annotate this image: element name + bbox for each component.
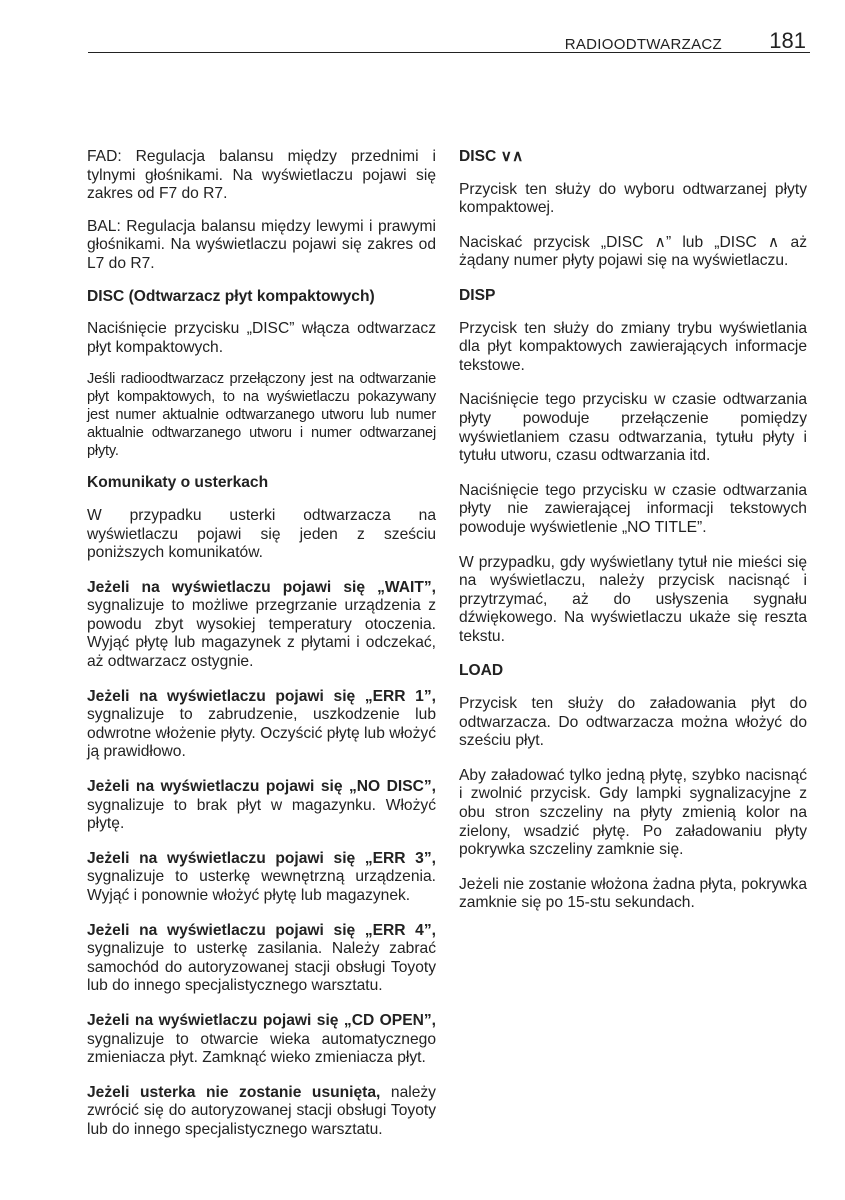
- page-number: 181: [769, 28, 806, 53]
- error-err3-label: Jeżeli na wyświetlaczu pojawi się „ERR 3”,: [87, 849, 436, 867]
- load-paragraph-3: Jeżeli nie zostanie włożona żadna płyta, pokrywka zamknie się po 15-stu sekundach.: [459, 875, 807, 912]
- error-wait-label: Jeżeli na wyświetlaczu pojawi się „WAIT”,: [87, 578, 436, 596]
- disc-info-paragraph: Jeśli radioodtwarzacz przełączony jest na odtwarzanie płyt kompaktowych, to na wyświetlaczu pokazywany jest numer aktualnie odtwarzanego utworu lub numer aktualnie odtwarzanego utworu i numer odtwarzanej płyty.: [87, 371, 436, 459]
- error-wait: [87, 579, 436, 672]
- disc-button-heading: DISC ∨∧: [459, 148, 524, 165]
- disp-heading: DISP: [459, 286, 496, 304]
- error-err1-text: sygnalizuje to zabrudzenie, uszkodzenie lub odwrotne włożenie płyty. Oczyścić płytę lub włożyć ją prawidłowo.: [87, 706, 436, 761]
- load-paragraph-1: Przycisk ten służy do załadowania płyt do odtwarzacza. Do odtwarzacza można włożyć do sześciu płyt.: [459, 695, 807, 750]
- section-title: RADIOODTWARZACZ: [564, 36, 722, 53]
- disp-paragraph-2: Naciśnięcie tego przycisku w czasie odtwarzania płyty powoduje przełączenie pomiędzy wyświetlaniem czasu odtwarzania, tytułu płyty i tytułu utworu, czasu odtwarzania itd.: [459, 391, 807, 465]
- error-err1-label: Jeżeli na wyświetlaczu pojawi się „ERR 1”,: [87, 687, 436, 705]
- disp-paragraph-3: Naciśnięcie tego przycisku w czasie odtwarzania płyty nie zawierającej informacji tekstowych powoduje wyświetlenie „NO TITLE”.: [459, 481, 807, 536]
- error-final: [87, 1084, 436, 1140]
- error-cdopen: [87, 1012, 436, 1068]
- error-nodisc: [87, 778, 436, 834]
- errors-heading: Komunikaty o usterkach: [87, 474, 269, 492]
- error-err4-text: sygnalizuje to usterkę zasilania. Należy zabrać samochód do autoryzowanej stacji obsługi Toyoty lub do innego specjalistycznego warsztatu.: [87, 940, 436, 995]
- disc-button-paragraph-2: Naciskać przycisk „DISC ∧” lub „DISC ∧ aż żądany numer płyty pojawi się na wyświetlaczu.: [459, 233, 807, 270]
- bal-paragraph: BAL: Regulacja balansu między lewymi i prawymi głośnikami. Na wyświetlaczu pojawi się zakres od L7 do R7.: [87, 217, 436, 272]
- error-final-label: Jeżeli usterka nie zostanie usunięta,: [87, 1083, 381, 1101]
- disp-paragraph-1: Przycisk ten służy do zmiany trybu wyświetlania dla płyt kompaktowych zawierających informacje tekstowe.: [459, 319, 807, 374]
- fad-paragraph: FAD: Regulacja balansu między przednimi i tylnymi głośnikami. Na wyświetlaczu pojawi się zakres od F7 do R7.: [87, 148, 436, 203]
- error-wait-text: sygnalizuje to możliwe przegrzanie urządzenia z powodu zbyt wysokiej temperatury otoczenia. Wyjąć płytę lub magazynek z płytami i odczekać, aż odtwarzacz ostygnie.: [87, 597, 436, 671]
- error-err4: [87, 922, 436, 996]
- page-header: [88, 28, 810, 54]
- error-err3-text: sygnalizuje to usterkę wewnętrzną urządzenia. Wyjąć i ponownie włożyć płytę lub magazynek.: [87, 868, 436, 905]
- disc-button-paragraph-1: Przycisk ten służy do wyboru odtwarzanej płyty kompaktowej.: [459, 180, 807, 217]
- load-paragraph-2: Aby załadować tylko jedną płytę, szybko nacisnąć i zwolnić przycisk. Gdy lampki sygnalizacyjne z obu stron szczeliny na płyty zmienią kolor na zielony, wsadzić płytę. Po załadowaniu płyty pokrywka szczeliny zamknie się.: [459, 766, 807, 859]
- header-rule: [88, 52, 810, 53]
- disc-paragraph: Naciśnięcie przycisku „DISC” włącza odtwarzacz płyt kompaktowych.: [87, 320, 436, 356]
- load-heading: LOAD: [459, 662, 504, 680]
- errors-intro: W przypadku usterki odtwarzacza na wyświetlaczu pojawi się jeden z sześciu poniższych komunikatów.: [87, 506, 436, 562]
- disp-paragraph-4: W przypadku, gdy wyświetlany tytuł nie mieści się na wyświetlaczu, należy przycisk nacisnąć i przytrzymać, aż do usłyszenia sygnału dźwiękowego. Na wyświetlaczu ukaże się reszta tekstu.: [459, 553, 807, 645]
- error-err1: [87, 688, 436, 762]
- error-nodisc-label: Jeżeli na wyświetlaczu pojawi się „NO DISC”,: [87, 778, 436, 796]
- right-column: [459, 148, 807, 927]
- error-err3: [87, 850, 436, 906]
- error-cdopen-text: sygnalizuje to otwarcie wieka automatycznego zmieniacza płyt. Zamknąć wieko zmieniacza płyt.: [87, 1030, 436, 1067]
- error-final-text: należy zwrócić się do autoryzowanej stacji obsługi Toyoty lub do innego specjalistycznego warsztatu.: [87, 1083, 436, 1138]
- left-column: [87, 148, 436, 1154]
- error-err4-label: Jeżeli na wyświetlaczu pojawi się „ERR 4”,: [87, 921, 436, 939]
- disc-section-heading: DISC (Odtwarzacz płyt kompaktowych): [87, 287, 375, 305]
- error-nodisc-text: sygnalizuje to brak płyt w magazynku. Włożyć płytę.: [87, 796, 436, 833]
- error-cdopen-label: Jeżeli na wyświetlaczu pojawi się „CD OPEN”,: [87, 1011, 436, 1029]
